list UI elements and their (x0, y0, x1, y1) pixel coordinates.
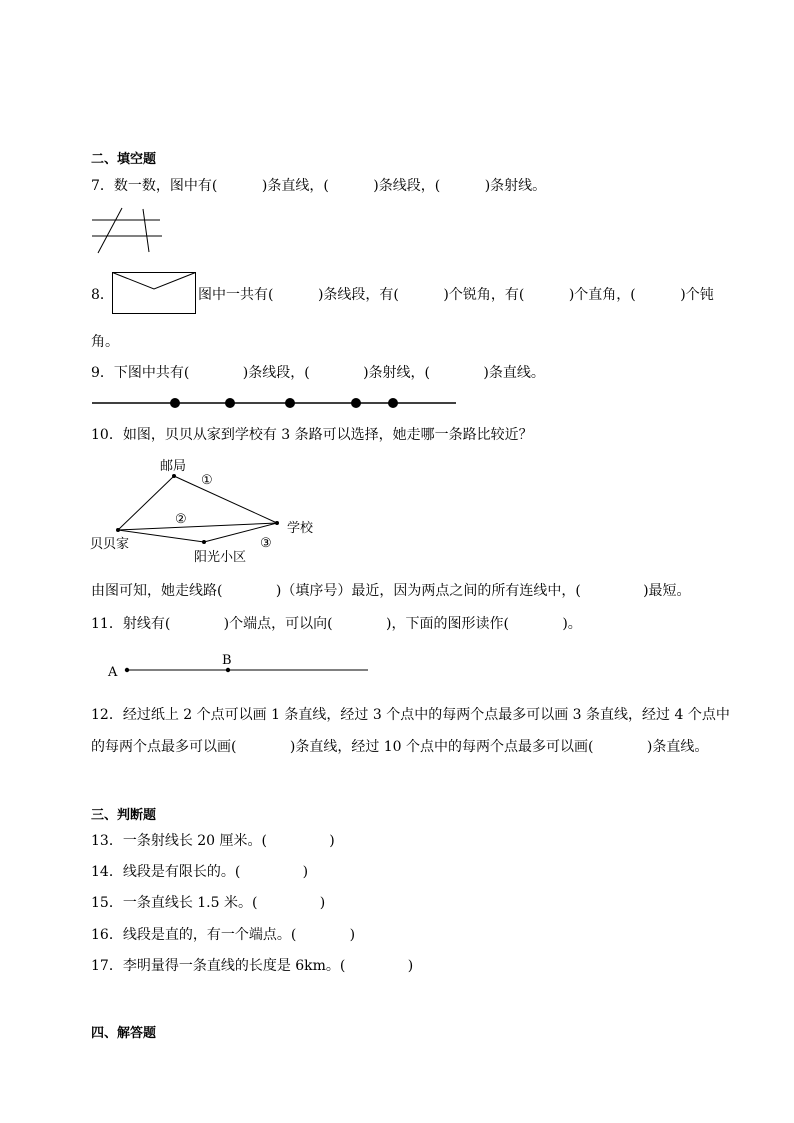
question-17: 17．李明量得一条直线的长度是 6km。( ) (91, 958, 414, 974)
point (388, 398, 398, 408)
question-9: 9．下图中共有( )条线段，( )条射线，( )条直线。 (91, 365, 545, 381)
label-post-office: 邮局 (160, 459, 187, 474)
label-b: B (222, 653, 232, 668)
question-11: 11．射线有( )个端点，可以向( )，下面的图形读作( )。 (91, 616, 582, 632)
question-7: 7．数一数，图中有( )条直线，( )条线段，( )条射线。 (91, 178, 547, 194)
label-community: 阳光小区 (194, 550, 247, 565)
section-title-answer: 四、解答题 (91, 1026, 157, 1041)
point (351, 398, 361, 408)
question-10-answer: 由图可知，她走线路( )（填序号）最近，因为两点之间的所有连线中，( )最短。 (91, 583, 691, 599)
question-8: 图中一共有( )条线段，有( )个锐角，有( )个直角，( )个钝 (198, 287, 714, 303)
point (170, 398, 180, 408)
question-12-line-1: 12．经过纸上 2 个点可以画 1 条直线，经过 3 个点中的每两个点最多可以画 3 条直线，经过 4 个点中 (91, 707, 730, 723)
q9-line-figure (90, 395, 460, 411)
question-13: 13．一条射线长 20 厘米。( ) (91, 833, 335, 849)
question-16: 16．线段是直的，有一个端点。( ) (91, 927, 356, 943)
point (225, 398, 235, 408)
label-home: 贝贝家 (90, 537, 130, 552)
question-8-number: 8． (91, 287, 114, 303)
question-8-continued: 角。 (91, 334, 119, 350)
question-10: 10．如图，贝贝从家到学校有 3 条路可以选择，她走哪一条路比较近？ (91, 427, 533, 443)
label-route-2: ② (175, 512, 187, 527)
label-school: 学校 (287, 521, 314, 536)
question-15: 15．一条直线长 1.5 米。( ) (91, 895, 326, 911)
route-map-figure (88, 455, 328, 570)
question-12-line-2: 的每两个点最多可以画( )条直线，经过 10 个点中的每两个点最多可以画( )条直线。 (91, 739, 709, 755)
label-route-1: ① (201, 473, 213, 488)
question-14: 14．线段是有限长的。( ) (91, 864, 309, 880)
q7-figure (90, 205, 165, 255)
label-route-3: ③ (260, 536, 272, 551)
ray-figure (105, 652, 375, 682)
section-title-fill-in: 二、填空题 (91, 152, 157, 167)
envelope-figure (112, 272, 197, 316)
label-a: A (108, 665, 118, 680)
section-title-true-false: 三、判断题 (91, 808, 157, 823)
point (285, 398, 295, 408)
